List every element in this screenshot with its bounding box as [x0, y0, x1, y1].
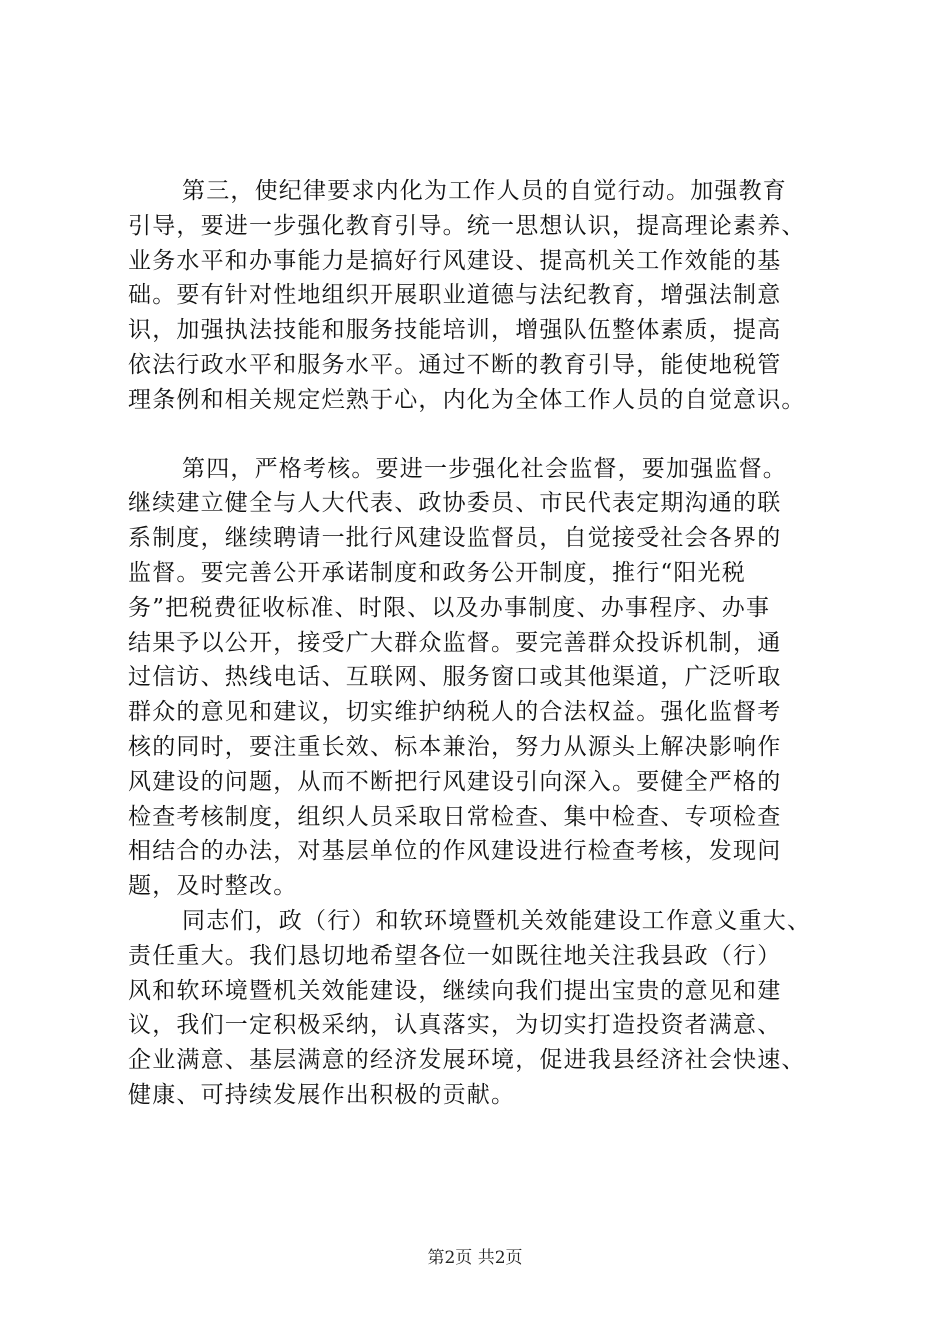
paragraph-line: 责任重大。我们恳切地希望各位一如既往地关注我县政（行） [128, 942, 782, 969]
paragraph-line: 群众的意见和建议，切实维护纳税人的合法权益。强化监督考 [128, 699, 782, 726]
paragraph-line: 结果予以公开，接受广大群众监督。要完善群众投诉机制，通 [128, 629, 782, 656]
paragraph-line: 健康、可持续发展作出积极的贡献。 [128, 1081, 516, 1108]
paragraph-line: 识，加强执法技能和服务技能培训，增强队伍整体素质，提高 [128, 317, 782, 344]
paragraph-line: 业务水平和办事能力是搞好行风建设、提高机关工作效能的基 [128, 247, 782, 274]
paragraph-line: 风和软环境暨机关效能建设，继续向我们提出宝贵的意见和建 [128, 977, 782, 1004]
paragraph-line: 过信访、热线电话、互联网、服务窗口或其他渠道，广泛听取 [128, 664, 782, 691]
paragraph-line: 系制度，继续聘请一批行风建设监督员，自觉接受社会各界的 [128, 525, 782, 552]
paragraph-closing-remarks [128, 904, 868, 1113]
paragraph-line: 题，及时整改。 [128, 873, 298, 900]
paragraph-line: 务”把税费征收标准、时限、以及办事制度、办事程序、办事 [128, 594, 771, 621]
page-number-footer: 第2页 共2页 [427, 1248, 523, 1268]
paragraph-line: 础。要有针对性地组织开展职业道德与法纪教育，增强法制意 [128, 282, 782, 309]
paragraph-line: 企业满意、基层满意的经济发展环境，促进我县经济社会快速、 [128, 1047, 806, 1074]
paragraph-line: 同志们，政（行）和软环境暨机关效能建设工作意义重大、 [182, 907, 812, 934]
paragraph-line: 检查考核制度，组织人员采取日常检查、集中检查、专项检查 [128, 803, 782, 830]
paragraph-line: 核的同时，要注重长效、标本兼治，努力从源头上解决影响作 [128, 733, 782, 760]
paragraph-line: 监督。要完善公开承诺制度和政务公开制度，推行“阳光税 [128, 559, 746, 586]
paragraph-spacer [128, 418, 868, 452]
paragraph-third-point [128, 174, 868, 418]
paragraph-line: 理条例和相关规定烂熟于心，内化为全体工作人员的自觉意识。 [128, 386, 806, 413]
paragraph-line: 引导，要进一步强化教育引导。统一思想认识，提高理论素养、 [128, 212, 806, 239]
paragraph-line: 第四，严格考核。要进一步强化社会监督，要加强监督。 [182, 455, 787, 482]
paragraph-line: 第三，使纪律要求内化为工作人员的自觉行动。加强教育 [182, 178, 787, 204]
paragraph-line: 依法行政水平和服务水平。通过不断的教育引导，能使地税管 [128, 351, 782, 378]
paragraph-fourth-point [128, 452, 868, 904]
paragraph-line: 风建设的问题，从而不断把行风建设引向深入。要健全严格的 [128, 768, 782, 795]
document-body [128, 174, 868, 1113]
paragraph-line: 相结合的办法，对基层单位的作风建设进行检查考核，发现问 [128, 838, 782, 865]
paragraph-line: 继续建立健全与人大代表、政协委员、市民代表定期沟通的联 [128, 490, 782, 517]
paragraph-line: 议，我们一定积极采纳，认真落实，为切实打造投资者满意、 [128, 1012, 782, 1039]
